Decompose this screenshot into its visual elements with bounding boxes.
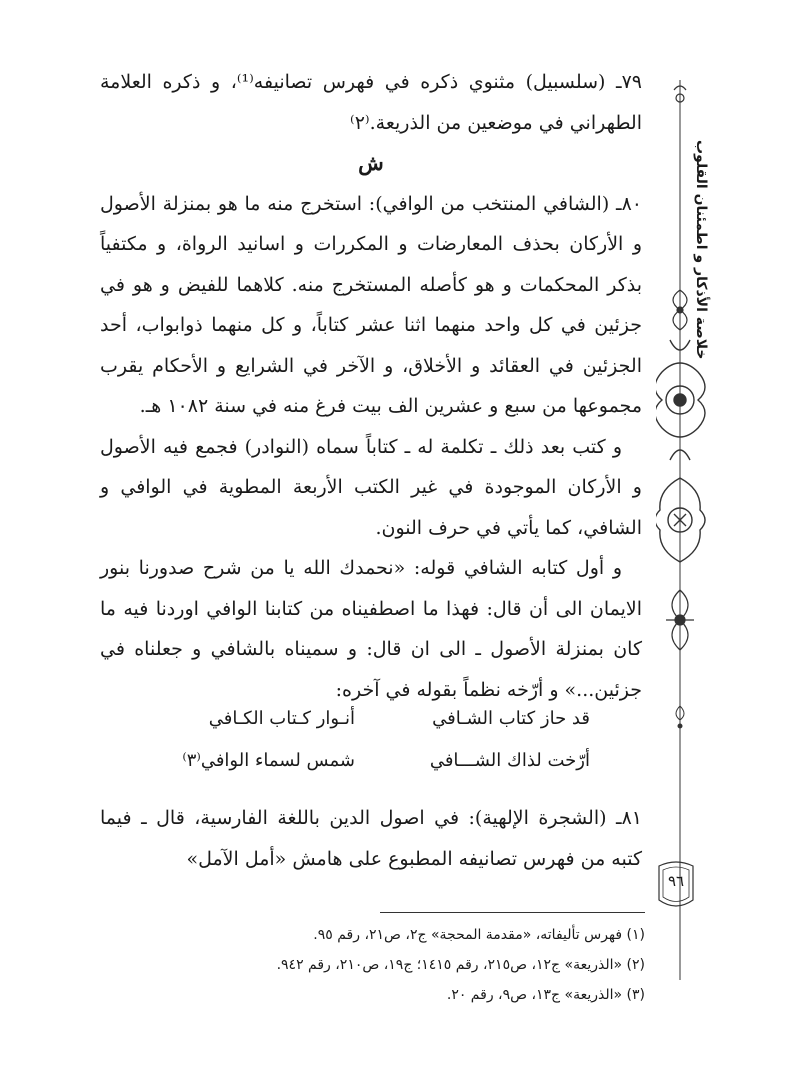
footnote: (٣) «الذريعة» ج١٣، ص٩، رقم ٢٠. [446, 987, 645, 1003]
paragraph-79: ٧٩ـ (سلسبيل) مثنوي ذكره في فهرس تصانيفه⁽¹⁾، و ذكره العلامة الطهراني في موضعين من الذريعة.⁽٢⁾ [100, 71, 642, 134]
footnote: (١) فهرس تأليفاته، «مقدمة المحجة» ج٢، ص٢١، رقم ٩٥. [313, 927, 645, 943]
verse-hemistich-second: شمس لسماء الوافي⁽٣⁾ [182, 750, 355, 771]
verse-hemistich-first: قد حاز كتاب الشـافي [432, 708, 590, 729]
footnote-rule [380, 912, 645, 913]
main-text [100, 62, 642, 710]
verse-hemistich-first: أرّخت لذاك الشـــافي [429, 750, 590, 771]
paragraph-80: ٨٠ـ (الشافي المنتخب من الوافي): استخرج منه ما هو بمنزلة الأصول و الأركان بحذف المعارضات و المكررات و اسانيد الرواة، و مكتفياً بذكر المحكمات و هو كأصله المستخرج منه. كلاهما للفيض و هو في جزئين في كل واحد منهما اثنا عشر كتاباً، و كل منهما ذوابواب، أحد الجزئين في العقائد و الأخلاق، و الآخر في الشرايع و الأحكام يقرب مجموعها من سبع و عشرين الف بيت فرغ منه في سنة ١٠٨٢ هـ. [100, 192, 642, 417]
paragraph-81-text: ٨١ـ (الشجرة الإلهية): في اصول الدين باللغة الفارسية، قال ـ فيما كتبه من فهرس تصانيفه المطبوع على هامش «أمل الآمل» [100, 807, 642, 870]
paragraph-80-quote: و أول كتابه الشافي قوله: «نحمدك الله يا من شرح صدورنا بنور الايمان الى أن قال: فهذا ما اصطفيناه من كتابنا الوافي اوردنا فيه ما كان بمنزلة الأصول ـ الى ان قال: و سميناه بالشافي و جعلناه في جزئين...» و أرّخه نظماً بقوله في آخره: [100, 557, 642, 701]
running-side-title: خلاصة الأذكار و اطمئنان القلوب [693, 140, 709, 360]
footnote: (٢) «الذريعة» ج١٢، ص٢١٥، رقم ١٤١٥؛ ج١٩، ص٢١٠، رقم ٩٤٢. [276, 957, 645, 973]
footnotes [100, 920, 645, 1010]
paragraph-81 [100, 798, 642, 879]
paragraph-80-cont: و كتب بعد ذلك ـ تكلمة له ـ كتاباً سماه (النوادر) فجمع فيه الأصول و الأركان الموجودة في غير الكتب الأربعة المطوية في الوافي و الشافي، كما يأتي في حرف النون. [100, 435, 642, 539]
verse-hemistich-second: أنـوار كـتاب الكـافي [208, 708, 355, 729]
section-letter: ش [358, 150, 384, 175]
page-number: ٩٦ [667, 872, 685, 890]
